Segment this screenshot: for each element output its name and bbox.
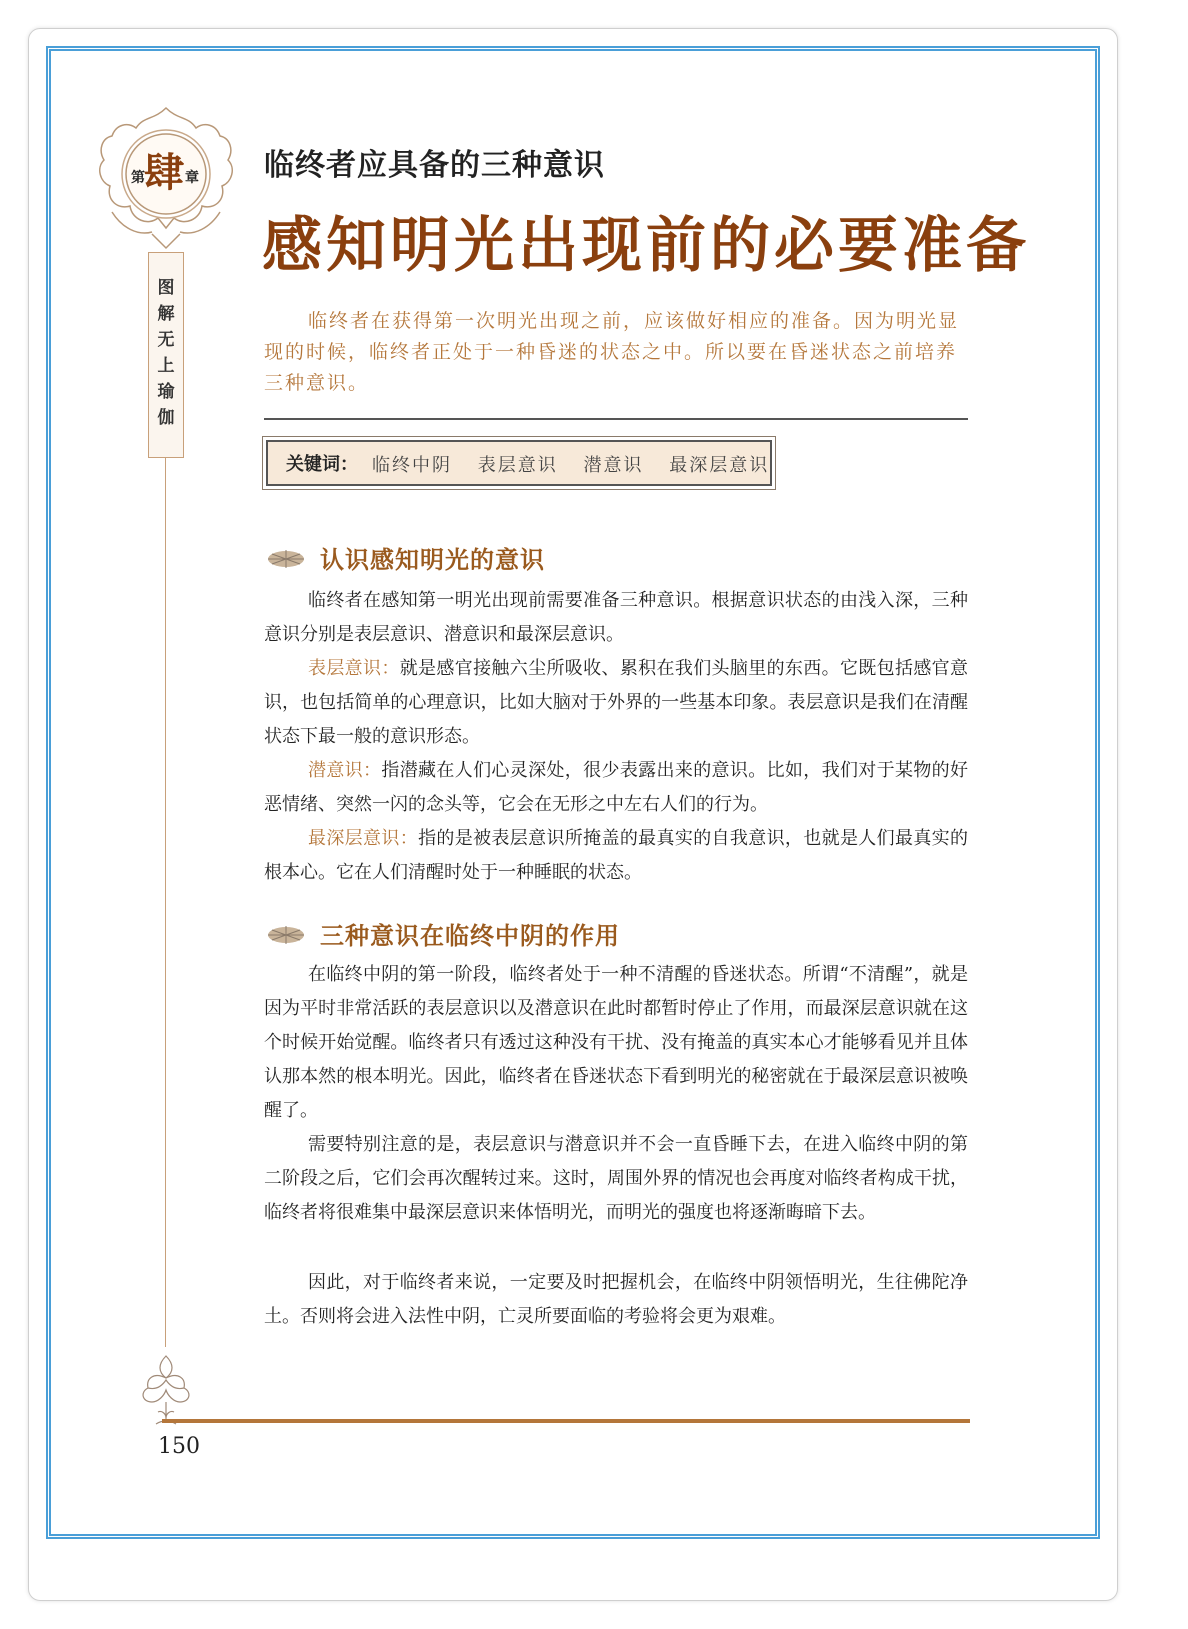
term-label: 潜意识：	[308, 760, 382, 781]
section-heading-text: 三种意识在临终中阴的作用	[320, 922, 620, 950]
chapter-suffix: 章	[185, 170, 199, 186]
keyword: 最深层意识	[669, 455, 770, 476]
book-title-char: 伽	[157, 408, 175, 428]
book-title-char: 解	[157, 304, 175, 324]
feather-icon	[264, 545, 308, 571]
body-paragraph	[264, 754, 968, 822]
book-title-char: 上	[157, 356, 175, 376]
body-paragraph: 因此，对于临终者来说，一定要及时把握机会，在临终中阴领悟明光，生往佛陀净土。否则将会进入法性中阴，亡灵所要面临的考验将会更为艰难。	[264, 1272, 968, 1327]
term-label: 最深层意识：	[308, 828, 419, 849]
book-title-char: 图	[157, 278, 175, 298]
term-definition: 指的是被表层意识所掩盖的最真实的自我意识，也就是人们最真实的根本心。它在人们清醒时处于一种睡眠的状态。	[264, 828, 969, 883]
page-subtitle: 临终者应具备的三种意识	[264, 148, 605, 183]
keywords-label: 关键词：	[286, 454, 358, 475]
body-paragraph	[264, 822, 968, 890]
keywords-box	[266, 440, 772, 486]
chapter-numeral: 肆	[144, 149, 184, 196]
divider	[264, 418, 968, 420]
body-paragraph: 在临终中阴的第一阶段，临终者处于一种不清醒的昏迷状态。所谓“不清醒”，就是因为平时非常活跃的表层意识以及潜意识在此时都暂时停止了作用，而最深层意识就在这个时候开始觉醒。临终者只有透过这种没有干扰、没有掩盖的真实本心才能够看见并且体认那本然的根本明光。因此，临终者在昏迷状态下看到明光的秘密就在于最深层意识被唤醒了。	[264, 964, 968, 1121]
term-label: 表层意识：	[308, 658, 400, 679]
book-title-char: 无	[157, 330, 175, 350]
term-definition: 就是感官接触六尘所吸收、累积在我们头脑里的东西。它既包括感官意识，也包括简单的心理意识，比如大脑对于外界的一些基本印象。表层意识是我们在清醒状态下最一般的意识形态。	[264, 658, 969, 747]
footer-rule	[162, 1419, 970, 1423]
section-heading-1	[264, 540, 545, 575]
body-paragraph: 需要特别注意的是，表层意识与潜意识并不会一直昏睡下去，在进入临终中阴的第二阶段之后，它们会再次醒转过来。这时，周围外界的情况也会再度对临终者构成干扰，临终者将很难集中最深层意识来体悟明光，而明光的强度也将逐渐晦暗下去。	[264, 1134, 968, 1223]
book-title-char: 瑜	[157, 382, 175, 402]
page-number: 150	[158, 1434, 200, 1459]
page-title: 感知明光出现前的必要准备	[262, 211, 1030, 281]
section-heading-text: 认识感知明光的意识	[320, 546, 545, 574]
keyword: 潜意识	[583, 455, 644, 476]
term-definition: 指潜藏在人们心灵深处，很少表露出来的意识。比如，我们对于某物的好恶情绪、突然一闪的念头等，它会在无形之中左右人们的行为。	[264, 760, 969, 815]
intro-paragraph: 临终者在获得第一次明光出现之前，应该做好相应的准备。因为明光显现的时候，临终者正处于一种昏迷的状态之中。所以要在昏迷状态之前培养三种意识。	[264, 310, 960, 394]
lotus-ornament-icon	[136, 1350, 196, 1430]
book-title-tab	[148, 252, 184, 458]
keywords-list	[372, 451, 789, 477]
feather-icon	[264, 921, 308, 947]
chapter-ornament-icon	[92, 102, 240, 250]
keyword: 临终中阴	[372, 455, 452, 476]
chapter-prefix: 第	[131, 170, 145, 186]
body-paragraph: 临终者在感知第一明光出现前需要准备三种意识。根据意识状态的由浅入深，三种意识分别是表层意识、潜意识和最深层意识。	[264, 590, 968, 645]
keyword: 表层意识	[477, 455, 558, 476]
margin-line	[165, 457, 166, 1347]
body-paragraph	[264, 652, 968, 754]
section-heading-2	[264, 916, 620, 951]
